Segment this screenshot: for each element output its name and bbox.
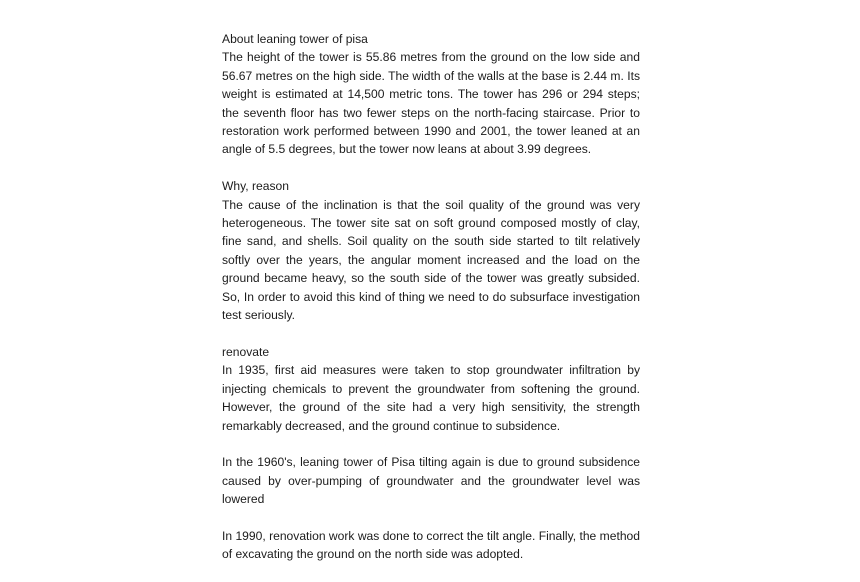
section-reason bbox=[222, 177, 640, 324]
paragraph-about: The height of the tower is 55.86 metres from the ground on the low side and 56.67 metres on the high side. The width of the walls at the base is 2.44 m. Its weight is estimated at 14,500 metric tons. The tower has 296 or 294 steps; the seventh floor has two fewer steps on the north-facing staircase. Prior to restoration work performed between 1990 and 2001, the tower leaned at an angle of 5.5 degrees, but the tower now leans at about 3.99 degrees. bbox=[222, 50, 640, 157]
section-heading-reason: Why, reason bbox=[222, 179, 289, 194]
paragraph-renovate-1935: In 1935, first aid measures were taken to stop groundwater infiltration by injecting chemicals to prevent the groundwater from softening the ground. However, the ground of the site had a very high sensitivity, the strength remarkably decreased, and the ground continue to subsidence. bbox=[222, 363, 640, 433]
section-heading-renovate: renovate bbox=[222, 344, 270, 359]
section-renovate bbox=[222, 343, 640, 564]
paragraph-renovate-1990: In 1990, renovation work was done to correct the tilt angle. Finally, the method of excavating the ground on the north side was adopted. bbox=[222, 528, 640, 562]
paragraph-reason: The cause of the inclination is that the soil quality of the ground was very heterogeneous. The tower site sat on soft ground composed mostly of clay, fine sand, and shells. Soil quality on the south side started to tilt relatively softly over the years, the angular moment increased and the load on the ground became heavy, so the south side of the tower was greatly subsided. So, In order to avoid this kind of thing we need to do subsurface investigation test seriously. bbox=[222, 197, 640, 323]
section-about bbox=[222, 30, 640, 159]
section-heading-about: About leaning tower of pisa bbox=[222, 32, 368, 46]
document-body bbox=[222, 30, 640, 582]
paragraph-renovate-1960s: In the 1960's, leaning tower of Pisa tilting again is due to ground subsidence caused by over-pumping of groundwater and the groundwater level was lowered bbox=[222, 455, 640, 507]
